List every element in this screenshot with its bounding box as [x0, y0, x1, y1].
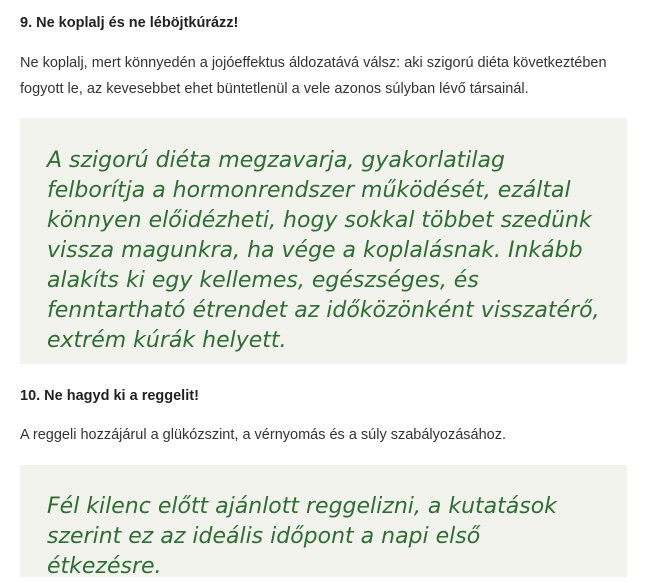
pull-quote-10 — [20, 465, 627, 577]
section-body-9: Ne koplalj, mert könnyedén a jojóeffektus áldozatává válsz: aki szigorú diéta következtében fogyott le, az kevesebbet ehet büntetlenül a vele azonos súlyban lévő társainál. — [20, 55, 607, 97]
pull-quote-9-text: A szigorú diéta megzavarja, gyakorlatilag felborítja a hormonrendszer működését, ezáltal könnyen előidézheti, hogy sokkal többet szedünk vissza magunkra, ha vége a koplalásnak. Inkább alakíts ki egy kellemes, egészséges, és fenntartható étrendet az időközönként visszatérő, extrém kúrák helyett. — [47, 148, 600, 353]
section-heading-9: 9. Ne koplalj és ne léböjtkúrázz! — [20, 15, 239, 31]
pull-quote-10-text: Fél kilenc előtt ajánlott reggelizni, a kutatások szerint ez az ideális időpont a napi első étkezésre. — [47, 494, 557, 579]
pull-quote-9 — [20, 118, 627, 364]
section-body-10: A reggeli hozzájárul a glükózszint, a vérnyomás és a súly szabályozásához. — [20, 427, 507, 443]
section-heading-10: 10. Ne hagyd ki a reggelit! — [20, 388, 199, 404]
